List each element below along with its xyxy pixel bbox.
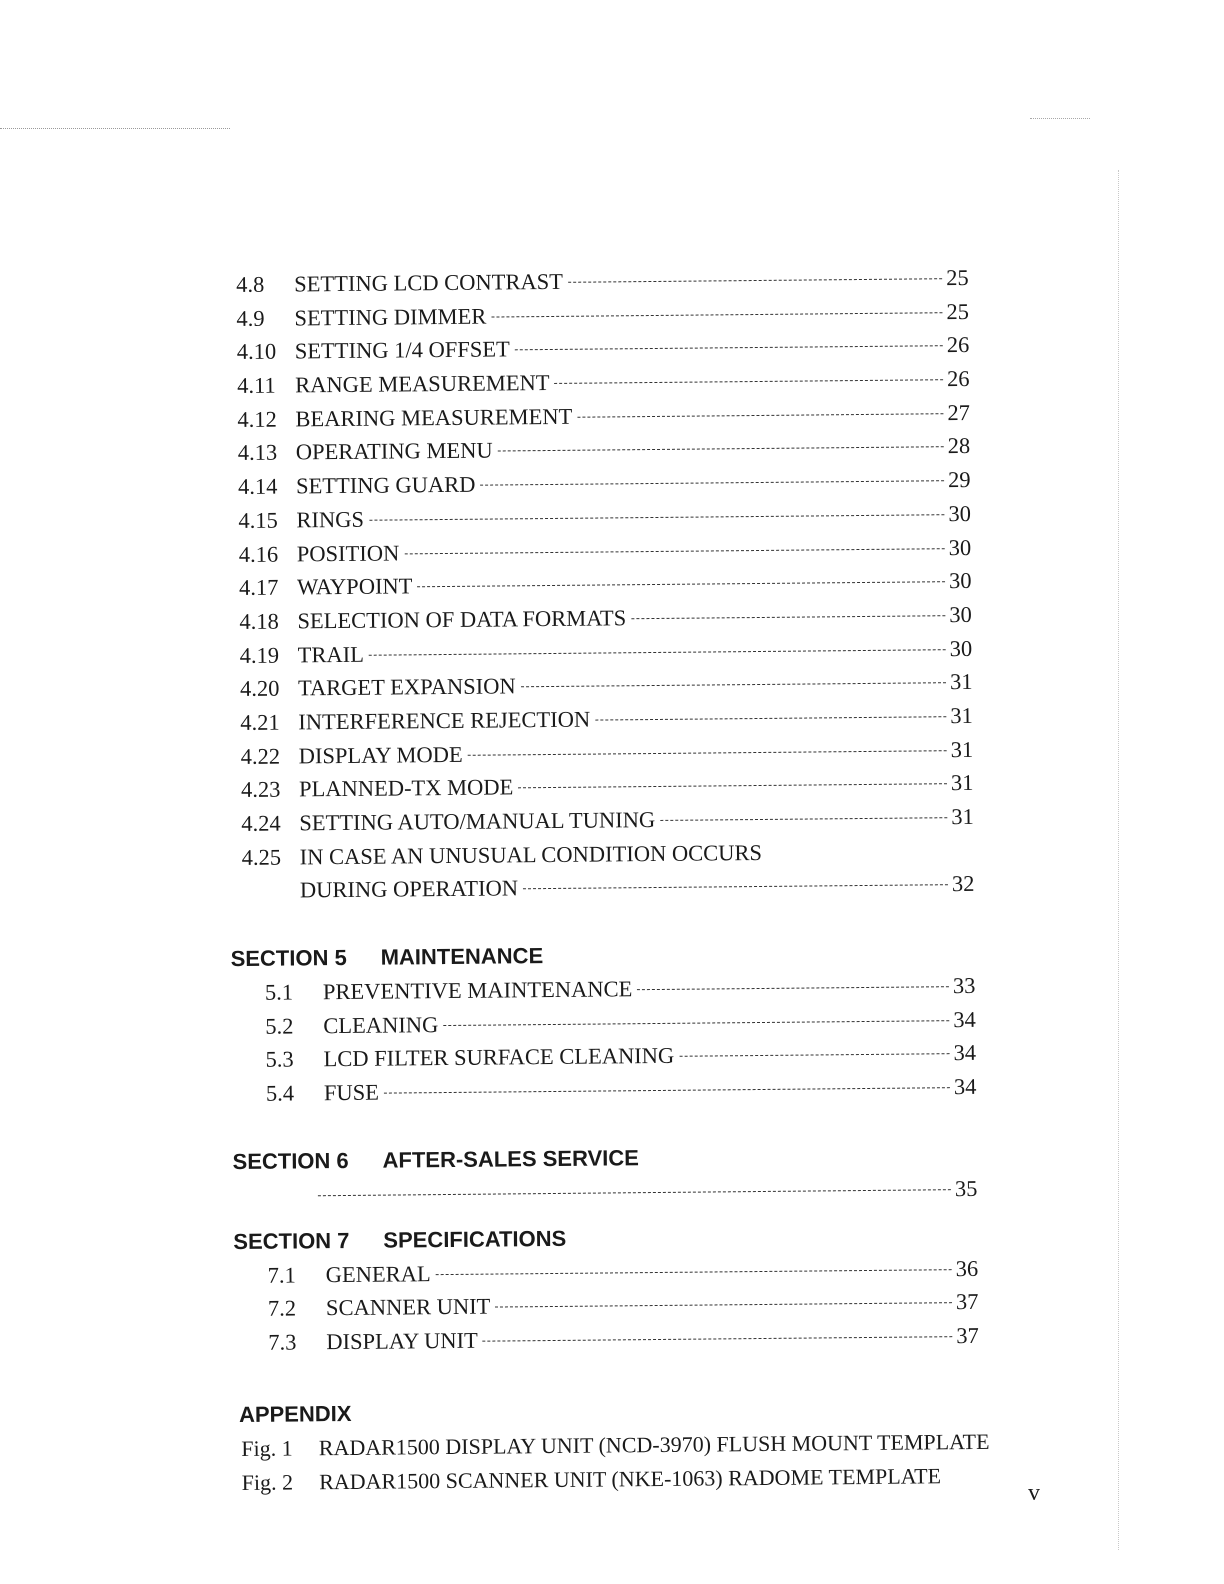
toc-entry-page: 34 <box>953 1006 976 1032</box>
section-title: MAINTENANCE <box>380 943 544 970</box>
toc-entry-page: 31 <box>951 803 974 830</box>
scan-artifact-edge <box>1118 170 1119 1550</box>
dot-leader <box>418 581 946 587</box>
toc-entry-page: 37 <box>955 1289 979 1315</box>
section-7-entries <box>246 1251 987 1359</box>
dot-leader <box>679 1054 949 1058</box>
toc-entry-page: 27 <box>947 399 971 425</box>
toc-entry-number: 5.2 <box>265 1013 294 1039</box>
toc-entry-page: 30 <box>948 500 972 526</box>
figure-label: Fig. 2 <box>241 1469 294 1495</box>
toc-entry-page: 34 <box>953 1040 977 1066</box>
toc-entry-number: 4.12 <box>237 406 277 432</box>
toc-entry-title: DURING OPERATION <box>299 875 519 903</box>
dot-leader <box>523 885 948 890</box>
toc-entry-title: DISPLAY UNIT <box>326 1327 478 1355</box>
toc-entry <box>246 1319 986 1360</box>
figure-title: RADAR1500 SCANNER UNIT (NKE-1063) RADOME TEMPLATE <box>319 1462 942 1494</box>
toc-entry-title: SETTING DIMMER <box>294 303 487 331</box>
toc-entry-page: 29 <box>947 467 971 493</box>
toc-entry-number: 4.20 <box>239 675 280 702</box>
toc-entry-number: 5.4 <box>265 1080 295 1106</box>
toc-entry-title: OPERATING MENU <box>295 437 493 465</box>
toc-entry-title: PREVENTIVE MAINTENANCE <box>322 976 633 1005</box>
toc-entry-title: DISPLAY MODE <box>298 741 463 769</box>
toc-entry-title: CLEANING <box>323 1011 439 1038</box>
toc-entry-page: 36 <box>955 1255 979 1281</box>
toc-entry-number: 5.3 <box>265 1046 294 1073</box>
toc-entry-page: 32 <box>951 871 975 897</box>
section-label: SECTION 6 <box>232 1147 349 1174</box>
toc-entry-number: 4.8 <box>236 271 265 297</box>
figure-title: RADAR1500 DISPLAY UNIT (NCD-3970) FLUSH MOUNT TEMPLATE <box>318 1428 990 1460</box>
toc-entry-page: 26 <box>946 332 970 358</box>
toc-entry-number: 4.19 <box>239 642 280 668</box>
toc-entry-title: LCD FILTER SURFACE CLEANING <box>323 1043 675 1072</box>
toc-entry-title: IN CASE AN UNUSUAL CONDITION OCCURS <box>299 839 763 870</box>
toc-entry-title: SETTING GUARD <box>295 471 476 499</box>
toc-entry-number: 4.14 <box>237 473 278 500</box>
toc-entry-number: 4.13 <box>237 440 278 466</box>
toc-entry-page: 31 <box>949 669 973 695</box>
toc-entry-title: SCANNER UNIT <box>325 1293 491 1321</box>
toc-entry-page: 28 <box>947 433 971 459</box>
toc-entry-title: SELECTION OF DATA FORMATS <box>297 605 627 634</box>
dot-leader <box>595 716 946 720</box>
toc-entry-page: 25 <box>946 264 969 291</box>
dot-leader <box>555 379 944 384</box>
toc-entry-title: RANGE MEASUREMENT <box>295 370 550 398</box>
toc-entry-title: TARGET EXPANSION <box>297 673 516 701</box>
toc-entry-title: TRAIL <box>297 641 365 667</box>
figure-label: Fig. 1 <box>241 1435 293 1461</box>
dot-leader <box>480 480 944 485</box>
toc-entry-title: RINGS <box>296 506 365 533</box>
toc-entry-number: 4.15 <box>238 507 278 533</box>
section-label: SECTION 7 <box>233 1227 350 1254</box>
toc-entry-number: 7.3 <box>268 1329 297 1355</box>
dot-leader <box>637 986 949 990</box>
toc-entry-number: 4.22 <box>240 743 281 769</box>
dot-leader <box>468 750 947 756</box>
toc-entry-title: BEARING MEASUREMENT <box>295 403 573 432</box>
dot-leader <box>404 548 944 554</box>
toc-entry-number: 5.1 <box>264 979 294 1005</box>
toc-entry-continued <box>242 867 982 908</box>
dot-leader <box>495 1302 952 1307</box>
section-title: SPECIFICATIONS <box>383 1225 567 1253</box>
dot-leader <box>568 278 942 283</box>
section-label: SECTION 5 <box>230 945 347 972</box>
dot-leader <box>384 1087 950 1093</box>
toc-entry-title: INTERFERENCE REJECTION <box>298 706 591 735</box>
toc-entry-page: 25 <box>946 298 970 324</box>
toc-entry-number: 4.17 <box>238 574 279 601</box>
toc-entry-number: 4.11 <box>237 372 276 399</box>
dot-leader <box>369 649 946 656</box>
toc-entry <box>244 1070 984 1111</box>
dot-leader <box>443 1020 949 1026</box>
page-number: v <box>1028 1480 1040 1506</box>
toc-entry-title: SETTING LCD CONTRAST <box>294 268 564 297</box>
toc-entry-number: 7.1 <box>267 1261 296 1288</box>
toc-entry-page: 30 <box>949 601 972 628</box>
toc-entry-page: 30 <box>948 534 972 560</box>
section-5 <box>230 935 984 1111</box>
toc-entry-page: 31 <box>950 736 974 762</box>
toc-entry-title: GENERAL <box>325 1260 431 1287</box>
section-7 <box>233 1217 986 1359</box>
toc-entry-page: 31 <box>950 770 974 796</box>
dot-leader <box>521 682 946 687</box>
toc-entry-page: 35 <box>954 1175 978 1201</box>
toc-entry-page: 34 <box>953 1074 977 1100</box>
section-title: AFTER-SALES SERVICE <box>382 1144 639 1173</box>
toc-entry-title: SETTING AUTO/MANUAL TUNING <box>299 807 656 836</box>
dot-leader <box>518 784 947 789</box>
toc-entry <box>245 1172 985 1213</box>
toc-entry-page: 30 <box>949 635 973 661</box>
dot-leader <box>491 312 942 317</box>
dot-leader <box>436 1269 952 1275</box>
toc-entry-page: 33 <box>952 972 976 999</box>
toc-entry-page: 26 <box>946 366 970 392</box>
toc-entry-number: 4.10 <box>236 338 277 365</box>
dot-leader <box>577 413 943 418</box>
toc-entry-number: 4.16 <box>238 541 279 567</box>
toc-entry-page: 30 <box>948 568 972 594</box>
scan-artifact-line <box>1030 118 1090 119</box>
dot-leader <box>631 615 945 619</box>
toc-entry-title: WAYPOINT <box>296 573 413 600</box>
toc-entry-title: PLANNED-TX MODE <box>298 774 514 802</box>
table-of-contents <box>230 261 990 1500</box>
dot-leader <box>498 447 944 452</box>
toc-entry-title: POSITION <box>296 539 400 566</box>
appendix <box>238 1390 990 1499</box>
toc-section-4-entries <box>236 261 981 841</box>
dot-leader <box>483 1336 953 1342</box>
toc-entry-number: 7.2 <box>267 1295 297 1321</box>
section-5-entries <box>243 969 984 1111</box>
toc-entry-number: 4.23 <box>240 776 281 803</box>
dot-leader <box>660 817 947 821</box>
toc-entry-title: SETTING 1/4 OFFSET <box>294 336 510 364</box>
toc-entry-page: 37 <box>956 1322 979 1349</box>
dot-leader <box>515 346 943 351</box>
toc-entry-page: 31 <box>950 702 973 729</box>
toc-entry-number: 4.9 <box>236 305 265 331</box>
toc-entry-title: FUSE <box>323 1079 380 1106</box>
section-6 <box>232 1138 985 1213</box>
dot-leader <box>369 514 944 521</box>
dot-leader <box>318 1189 951 1196</box>
scan-artifact-line <box>0 128 230 129</box>
toc-entry-number: 4.24 <box>241 810 281 836</box>
appendix-figure <box>241 1458 987 1499</box>
toc-entry-number: 4.25 <box>241 844 282 870</box>
toc-entry-number: 4.21 <box>240 709 280 735</box>
toc-entry-number: 4.18 <box>239 608 279 634</box>
appendix-heading: APPENDIX <box>238 1400 352 1427</box>
